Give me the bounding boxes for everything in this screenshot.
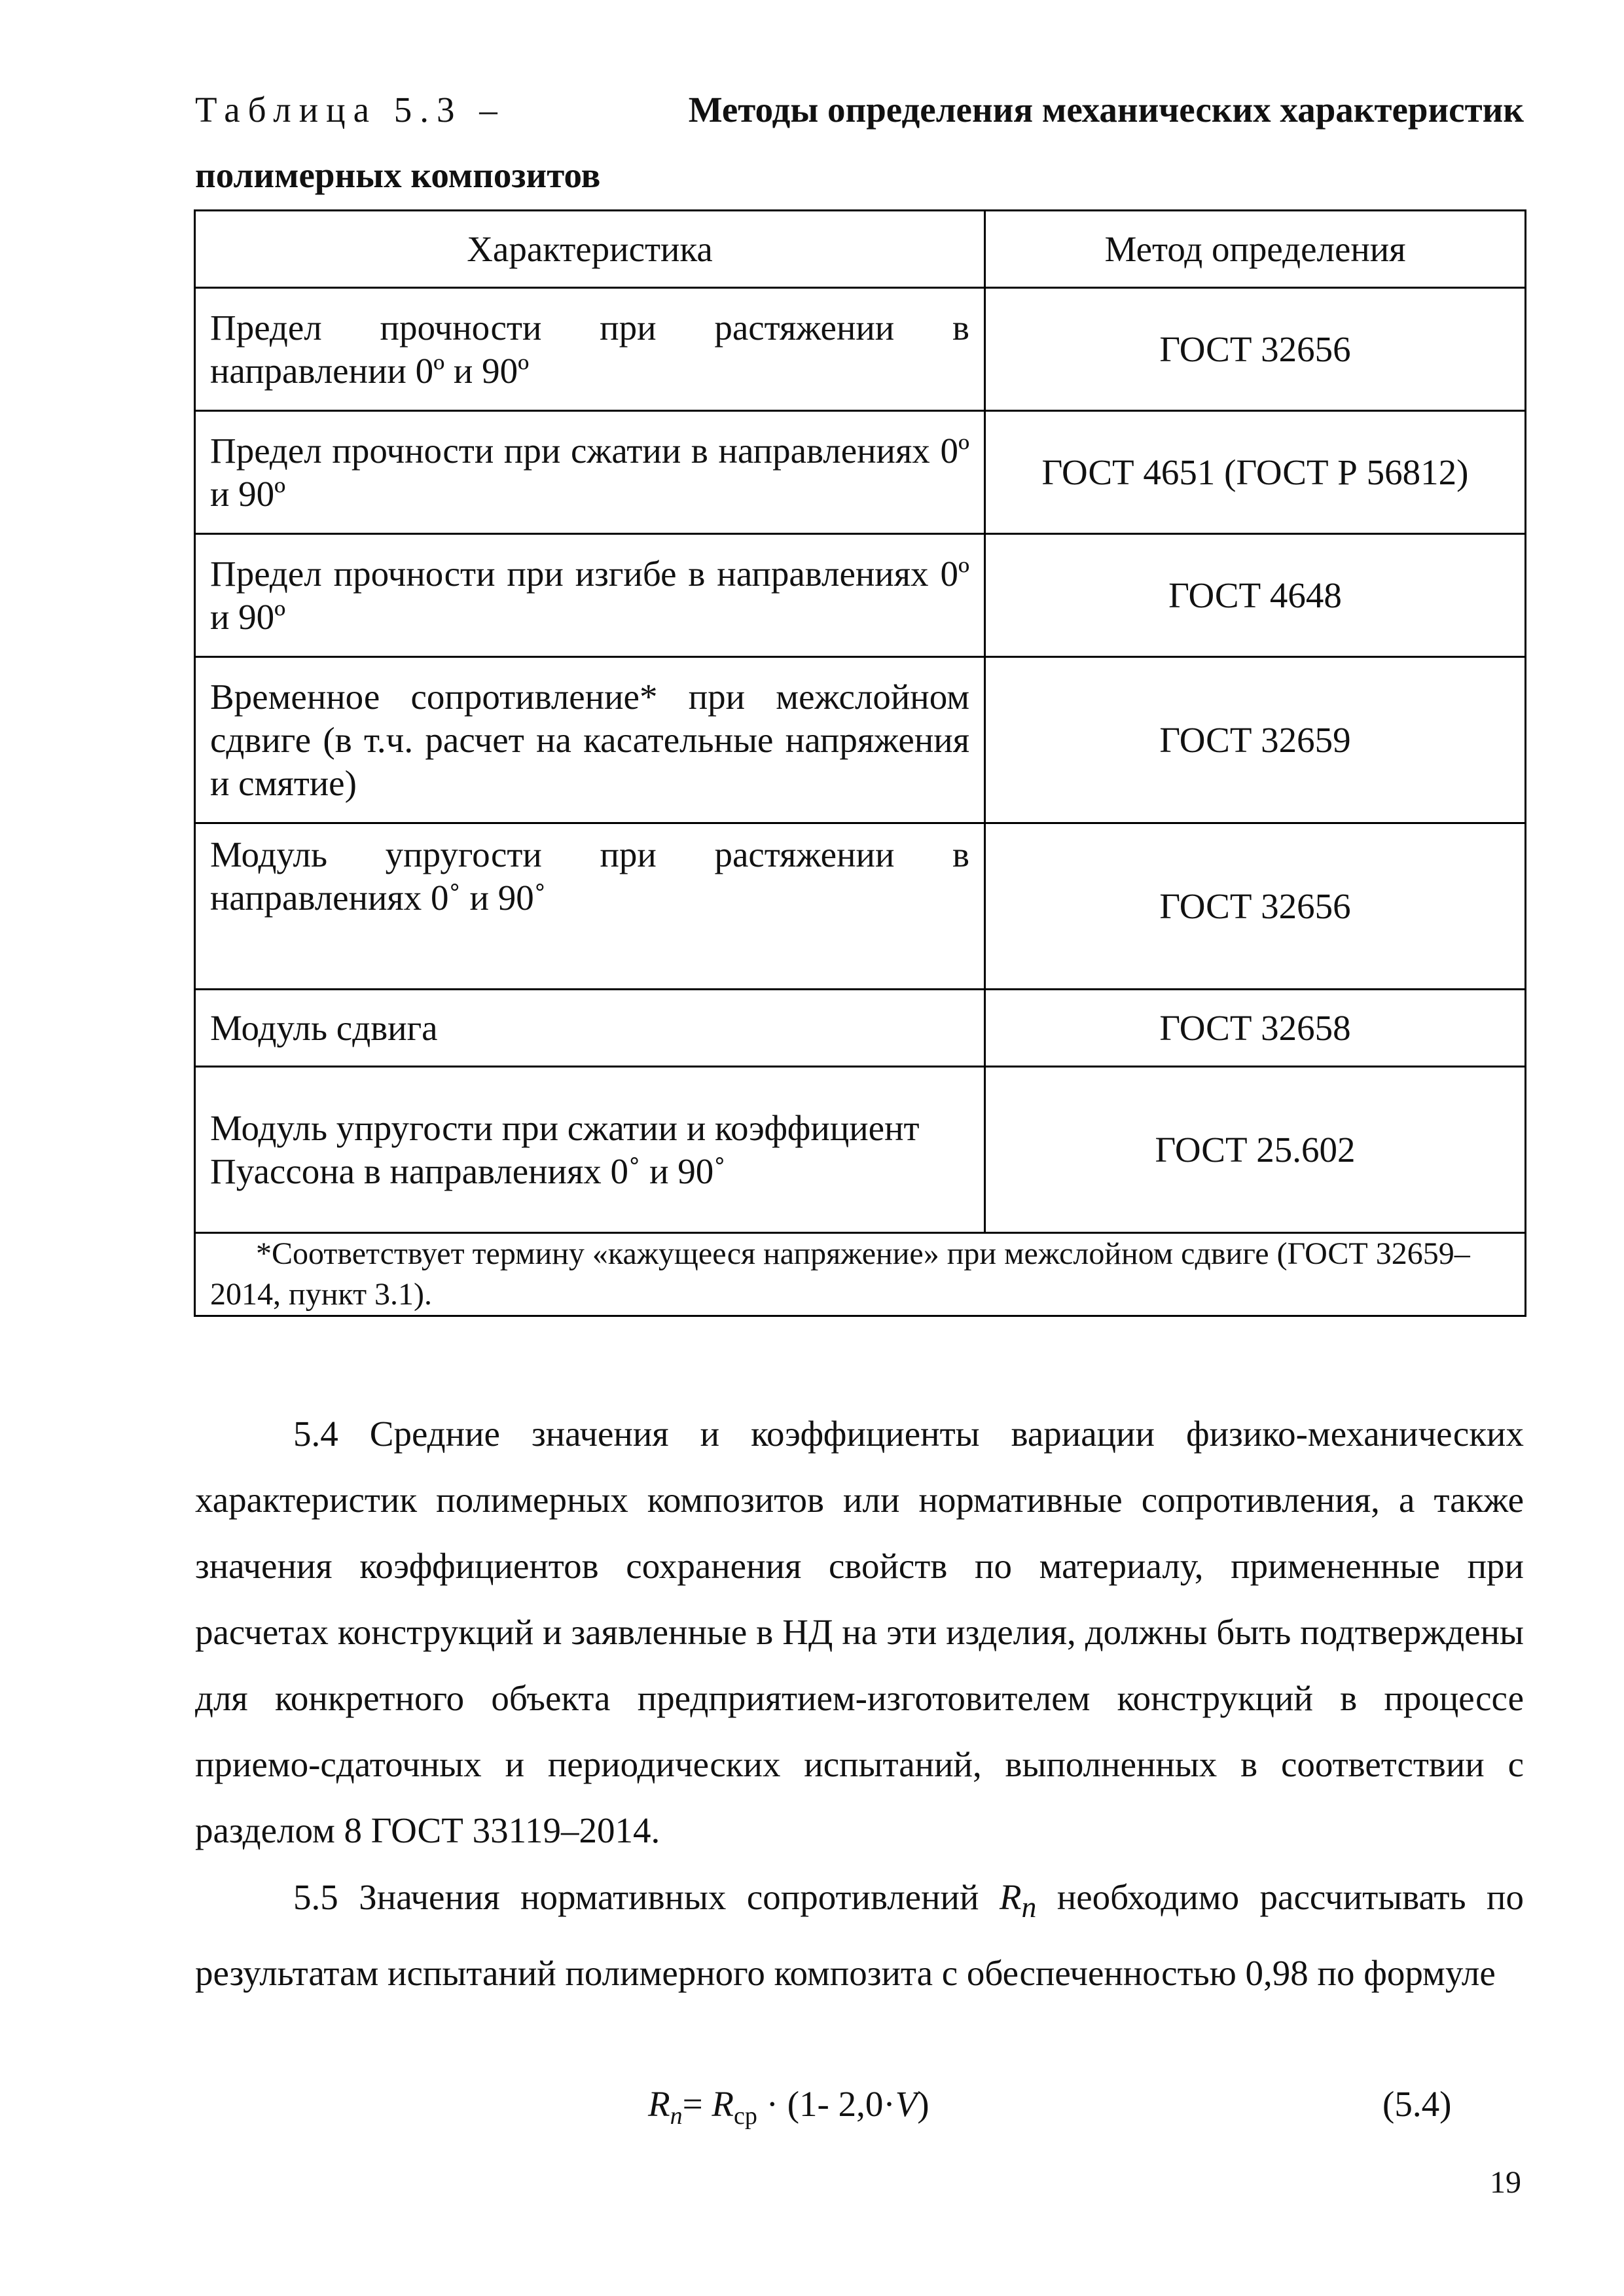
- formula-variable-v: V: [895, 2084, 918, 2124]
- cell-characteristic: Модуль упругости при сжатии и коэффициент Пуассона в направлениях 0˚ и 90˚: [195, 1067, 985, 1233]
- table-header-row: [195, 211, 1526, 288]
- formula-rhs-part2: ): [917, 2084, 929, 2124]
- table-caption-title: Методы определения механических характеристик: [688, 90, 1524, 130]
- cell-method: ГОСТ 32658: [985, 990, 1526, 1067]
- cell-method: ГОСТ 32656: [985, 823, 1526, 990]
- table-row: [195, 288, 1526, 411]
- formula-5-4: [648, 2078, 929, 2130]
- table-caption: [195, 77, 1524, 208]
- equation-number: (5.4): [1382, 2084, 1452, 2124]
- paragraph-5-4-text: 5.4 Средние значения и коэффициенты вариации физико-механических характеристик полимерных композитов или нормативные сопротивления, а также значения коэффициентов сохранения свойств по материалу, примененные при расчетах конструкций и заявленные в НД на эти изделия, должны быть подтверждены для конкретного объекта предприятием-изготовителем конструкций в процессе приемо-сдаточных и периодических испытаний, выполненных в соответствии с разделом 8 ГОСТ 33119–2014.: [195, 1414, 1524, 1850]
- header-method: Метод определения: [985, 211, 1526, 288]
- cell-method: ГОСТ 4648: [985, 534, 1526, 657]
- cell-method: ГОСТ 32659: [985, 657, 1526, 823]
- formula-rhs-symbol: R: [712, 2084, 734, 2124]
- paragraph-5-4: [195, 1401, 1524, 1863]
- formula-equals: =: [682, 2084, 703, 2124]
- table-row: [195, 1067, 1526, 1233]
- methods-table: [194, 209, 1526, 1317]
- table-row: [195, 657, 1526, 823]
- formula-lhs-subscript: n: [670, 2102, 683, 2130]
- paragraph-5-5-start: 5.5 Значения нормативных сопротивлений: [293, 1877, 979, 1917]
- symbol-r: R: [999, 1877, 1022, 1917]
- cell-method: ГОСТ 32656: [985, 288, 1526, 411]
- header-characteristic: Характеристика: [195, 211, 985, 288]
- cell-characteristic: Модуль упругости при растяжении в направлениях 0˚ и 90˚: [195, 823, 985, 990]
- cell-characteristic: Предел прочности при растяжении в направлении 0º и 90º: [195, 288, 985, 411]
- cell-characteristic: Предел прочности при сжатии в направлениях 0º и 90º: [195, 411, 985, 534]
- table-footnote: [195, 1233, 1526, 1316]
- formula-lhs-symbol: R: [648, 2084, 670, 2124]
- page-number: 19: [1490, 2165, 1521, 2200]
- footnote-text: *Соответствует термину «кажущееся напряжение» при межслойном сдвиге (ГОСТ 32659–2014, пункт 3.1).: [210, 1236, 1470, 1312]
- cell-method: ГОСТ 4651 (ГОСТ Р 56812): [985, 411, 1526, 534]
- table-row: [195, 823, 1526, 990]
- symbol-r-subscript: n: [1021, 1890, 1037, 1924]
- paragraph-5-5-end: необходимо рассчитывать по результатам испытаний полимерного композита с обеспеченностью 0,98 по формуле: [195, 1877, 1524, 1993]
- table-caption-prefix: Таблица 5.3 –: [195, 90, 505, 130]
- formula-rhs-part1: · (1- 2,0·: [766, 2084, 895, 2124]
- cell-method: ГОСТ 25.602: [985, 1067, 1526, 1233]
- cell-characteristic: Временное сопротивление* при межслойном сдвиге (в т.ч. расчет на касательные напряжения и смятие): [195, 657, 985, 823]
- table-row: [195, 990, 1526, 1067]
- table-row: [195, 534, 1526, 657]
- table-footnote-row: [195, 1233, 1526, 1316]
- formula-rhs-subscript: ср: [734, 2102, 757, 2130]
- cell-characteristic: Предел прочности при изгибе в направлениях 0º и 90º: [195, 534, 985, 657]
- table-caption-title-cont: полимерных композитов: [195, 155, 601, 195]
- paragraph-5-5: [195, 1864, 1524, 2006]
- table-row: [195, 411, 1526, 534]
- cell-characteristic: Модуль сдвига: [195, 990, 985, 1067]
